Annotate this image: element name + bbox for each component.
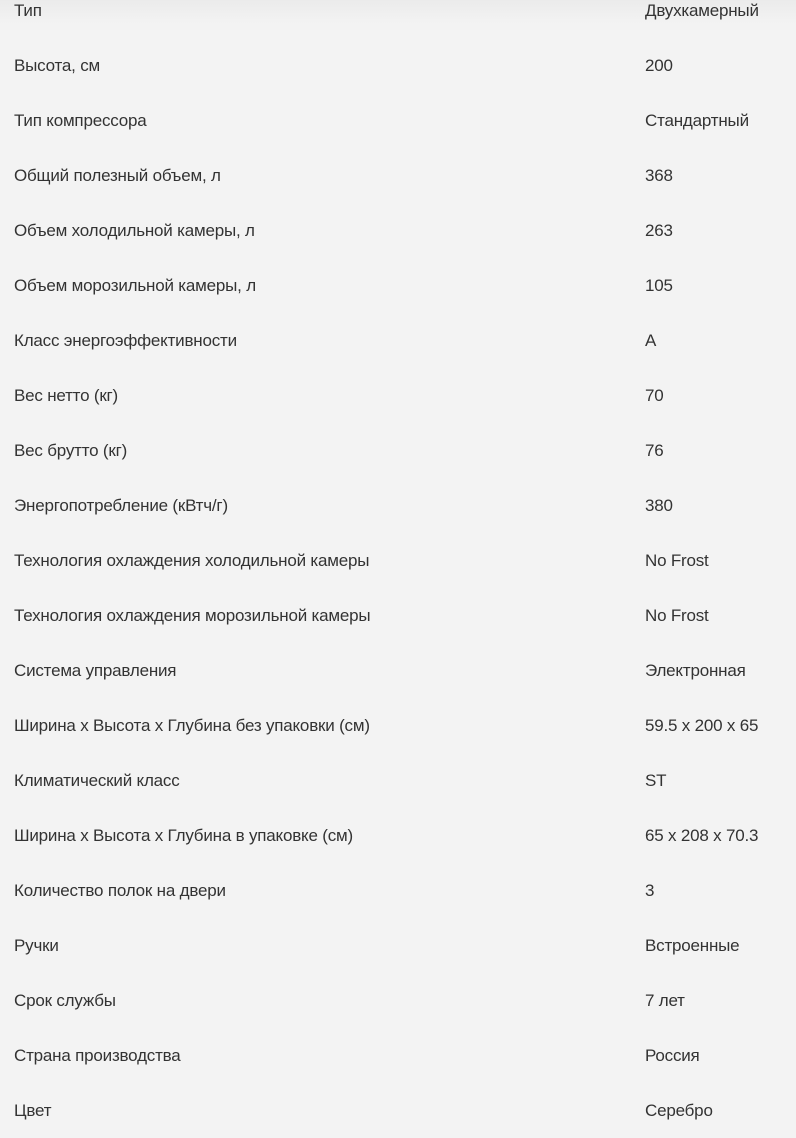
spec-label: Высота, см <box>14 55 101 75</box>
spec-label: Ширина x Высота x Глубина в упаковке (см) <box>14 825 353 845</box>
spec-label: Система управления <box>14 660 177 680</box>
spec-label: Срок службы <box>14 990 116 1010</box>
spec-row <box>0 368 796 423</box>
spec-label: Класс энергоэффективности <box>14 330 237 350</box>
spec-row <box>0 0 796 38</box>
spec-value: Встроенные <box>645 935 740 955</box>
spec-row <box>0 588 796 643</box>
spec-row <box>0 643 796 698</box>
spec-label: Общий полезный объем, л <box>14 165 221 185</box>
spec-row <box>0 533 796 588</box>
spec-label: Объем морозильной камеры, л <box>14 275 256 295</box>
spec-label: Энергопотребление (кВтч/г) <box>14 495 228 515</box>
spec-value: 70 <box>645 385 664 405</box>
spec-label: Тип <box>14 0 42 20</box>
spec-row <box>0 313 796 368</box>
spec-value: Двухкамерный <box>645 0 759 20</box>
spec-value: 76 <box>645 440 664 460</box>
spec-value: 65 x 208 x 70.3 <box>645 825 759 845</box>
spec-row <box>0 753 796 808</box>
spec-label: Тип компрессора <box>14 110 147 130</box>
spec-row <box>0 808 796 863</box>
spec-label: Ручки <box>14 935 59 955</box>
spec-row <box>0 423 796 478</box>
spec-row <box>0 148 796 203</box>
spec-value: Стандартный <box>645 110 749 130</box>
spec-row <box>0 863 796 918</box>
spec-row <box>0 478 796 533</box>
spec-row <box>0 973 796 1028</box>
spec-row <box>0 258 796 313</box>
spec-label: Количество полок на двери <box>14 880 226 900</box>
spec-row <box>0 1028 796 1083</box>
spec-value: A <box>645 330 657 350</box>
spec-value: Серебро <box>645 1100 713 1120</box>
spec-value: 105 <box>645 275 673 295</box>
spec-row <box>0 918 796 973</box>
spec-row <box>0 698 796 753</box>
spec-value: 263 <box>645 220 673 240</box>
spec-label: Климатический класс <box>14 770 180 790</box>
spec-row <box>0 1083 796 1138</box>
spec-row <box>0 203 796 258</box>
spec-label: Страна производства <box>14 1045 181 1065</box>
spec-value: 7 лет <box>645 990 685 1010</box>
spec-label: Технология охлаждения морозильной камеры <box>14 605 371 625</box>
spec-value: 368 <box>645 165 673 185</box>
spec-value: 380 <box>645 495 673 515</box>
spec-value: 200 <box>645 55 673 75</box>
spec-row <box>0 93 796 148</box>
spec-label: Ширина x Высота x Глубина без упаковки (см) <box>14 715 370 735</box>
spec-value: No Frost <box>645 605 709 625</box>
spec-value: 3 <box>645 880 655 900</box>
spec-label: Вес брутто (кг) <box>14 440 128 460</box>
spec-label: Вес нетто (кг) <box>14 385 119 405</box>
spec-label: Технология охлаждения холодильной камеры <box>14 550 370 570</box>
spec-value: No Frost <box>645 550 709 570</box>
spec-value: ST <box>645 770 667 790</box>
spec-label: Объем холодильной камеры, л <box>14 220 255 240</box>
spec-value: Электронная <box>645 660 746 680</box>
spec-row <box>0 38 796 93</box>
spec-value: 59.5 x 200 x 65 <box>645 715 759 735</box>
spec-label: Цвет <box>14 1100 52 1120</box>
spec-value: Россия <box>645 1045 700 1065</box>
